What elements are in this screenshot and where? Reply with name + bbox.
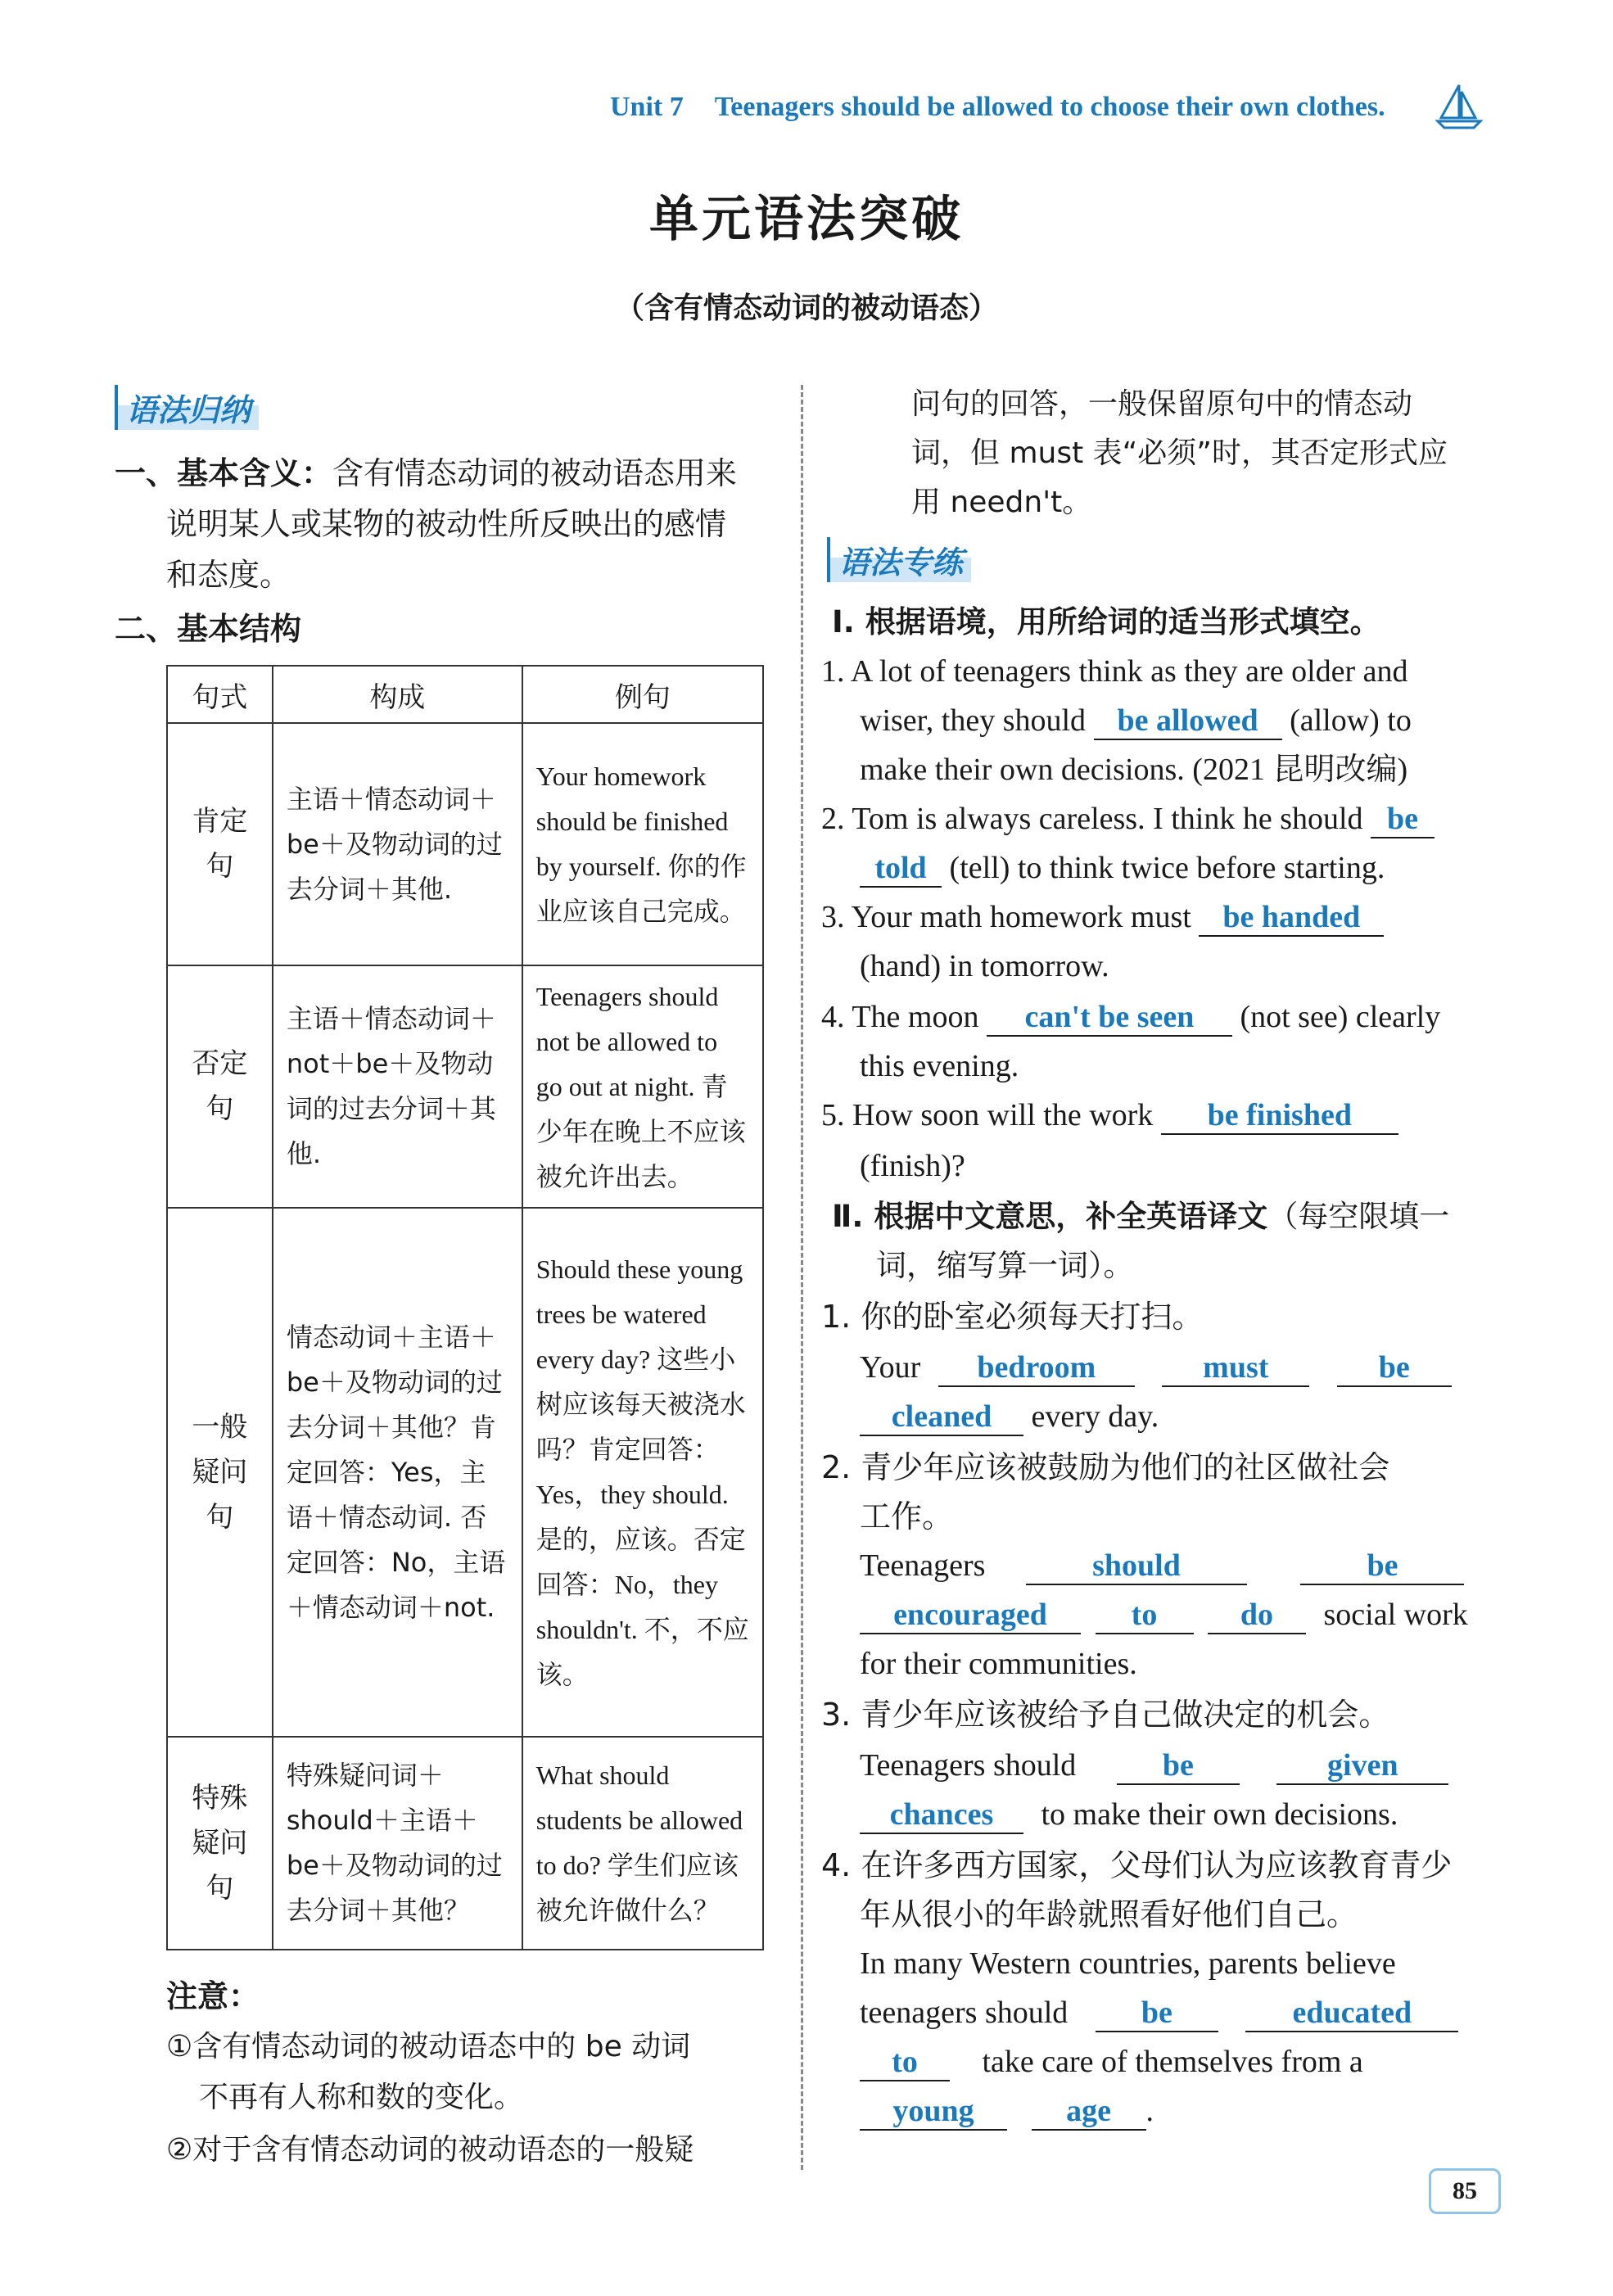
t2-answer-blank-4[interactable]: to bbox=[1096, 1597, 1194, 1634]
q4-line1: 4. The moon can't be seen (not see) clearly bbox=[821, 992, 1440, 1042]
running-header bbox=[610, 92, 1385, 123]
part2-head-line2: 词，缩写算一词）。 bbox=[876, 1248, 1134, 1283]
t4-answer-blank-3[interactable]: to bbox=[860, 2044, 950, 2081]
t4-line1: In many Western countries, parents believe bbox=[860, 1946, 1396, 1981]
column-divider bbox=[801, 385, 803, 2170]
section1-head: 一、基本含义： bbox=[115, 455, 333, 491]
q2-answer-blank-2[interactable]: told bbox=[860, 850, 942, 888]
t4-answer-blank-5[interactable]: age bbox=[1032, 2093, 1146, 2131]
table-cell-type: 否定句 bbox=[167, 965, 273, 1208]
table-header: 例句 bbox=[522, 666, 763, 723]
t4-chinese-line1: 4. 在许多西方国家，父母们认为应该教育青少 bbox=[821, 1847, 1453, 1883]
t1-answer-blank-4[interactable]: cleaned bbox=[860, 1399, 1023, 1436]
t3-line2: chances to make their own decisions. bbox=[860, 1790, 1398, 1839]
q1-line3: make their own decisions. (2021 昆明改编) bbox=[860, 753, 1408, 787]
t3-answer-blank-1[interactable]: be bbox=[1117, 1747, 1240, 1785]
note2-cont-line3: 用 needn't。 bbox=[911, 486, 1092, 519]
table-cell-example: Should these young trees be watered every day? 这些小树应该每天被浇水吗？肯定回答：Yes，they should. 是的，应该。否定回答：No，they shouldn't. 不，不应该。 bbox=[522, 1208, 763, 1737]
note2-cont-line1: 问句的回答，一般保留原句中的情态动 bbox=[911, 387, 1413, 421]
table-row bbox=[167, 723, 763, 965]
q4-answer-blank[interactable]: can't be seen bbox=[987, 999, 1232, 1037]
q5-line2: (finish)? bbox=[860, 1149, 965, 1183]
part2-head-line1: Ⅱ. 根据中文意思，补全英语译文（每空限填一 bbox=[832, 1199, 1450, 1234]
t1-answer-blank-2[interactable]: must bbox=[1162, 1349, 1309, 1387]
table-header: 句式 bbox=[167, 666, 273, 723]
q1-answer-blank[interactable]: be allowed bbox=[1094, 703, 1282, 740]
table-cell-example: Your homework should be finished by yourself. 你的作业应该自己完成。 bbox=[522, 723, 763, 965]
t1-line2: cleaned every day. bbox=[860, 1392, 1159, 1441]
table-row bbox=[167, 965, 763, 1208]
section1-line1: 一、基本含义：含有情态动词的被动语态用来 bbox=[115, 455, 738, 491]
grammar-summary-tag: 语法归纳 bbox=[115, 385, 259, 430]
table-row bbox=[167, 1208, 763, 1737]
t2-chinese-line2: 工作。 bbox=[860, 1498, 954, 1534]
q1-line2: wiser, they should be allowed (allow) to bbox=[860, 696, 1412, 745]
note2-cont-line2: 词，但 must 表“必须”时，其否定形式应 bbox=[911, 436, 1448, 470]
q3-line1: 3. Your math homework must be handed bbox=[821, 893, 1384, 942]
t2-answer-blank-5[interactable]: do bbox=[1208, 1597, 1306, 1634]
t2-line3: for their communities. bbox=[860, 1647, 1137, 1681]
t4-answer-blank-1[interactable]: be bbox=[1096, 1995, 1218, 2032]
q3-line2: (hand) in tomorrow. bbox=[860, 949, 1109, 983]
section1-line3: 和态度。 bbox=[166, 557, 291, 593]
section2-head: 二、基本结构 bbox=[115, 611, 302, 647]
table-row bbox=[167, 1737, 763, 1950]
table-cell-example: Teenagers should not be allowed to go out at night. 青少年在晚上不应该被允许出去。 bbox=[522, 965, 763, 1208]
t2-line2: encouraged to do social work bbox=[860, 1590, 1468, 1639]
t4-line2: teenagers should be educated bbox=[860, 1988, 1458, 2037]
table-header-row bbox=[167, 666, 763, 723]
q2-line2: told (tell) to think twice before starting. bbox=[860, 843, 1385, 893]
page-subtitle: （含有情态动词的被动语态） bbox=[614, 292, 998, 325]
t1-answer-blank-1[interactable]: bedroom bbox=[938, 1349, 1135, 1387]
q1-line1: 1. A lot of teenagers think as they are older and bbox=[821, 654, 1408, 689]
t3-line1: Teenagers should be given bbox=[860, 1741, 1448, 1790]
t3-answer-blank-2[interactable]: given bbox=[1276, 1747, 1448, 1785]
page-number: 85 bbox=[1429, 2168, 1501, 2214]
t1-line1: Your bedroom must be bbox=[860, 1343, 1452, 1392]
table-cell-type: 肯定句 bbox=[167, 723, 273, 965]
header-title: Teenagers should be allowed to choose their own clothes. bbox=[714, 92, 1385, 122]
t2-answer-blank-1[interactable]: should bbox=[1026, 1548, 1247, 1585]
q2-answer-blank-1[interactable]: be bbox=[1371, 801, 1435, 838]
t1-chinese: 1. 你的卧室必须每天打扫。 bbox=[821, 1299, 1204, 1335]
t2-answer-blank-3[interactable]: encouraged bbox=[860, 1597, 1081, 1634]
t4-answer-blank-4[interactable]: young bbox=[860, 2093, 1007, 2131]
table-cell-structure: 情态动词＋主语＋be＋及物动词的过去分词＋其他？肯定回答：Yes，主语＋情态动词. 否定回答：No，主语＋情态动词＋not. bbox=[273, 1208, 522, 1737]
grammar-table bbox=[166, 665, 764, 1950]
q2-line1: 2. Tom is always careless. I think he should be bbox=[821, 794, 1435, 843]
t2-line1: Teenagers should be bbox=[860, 1541, 1464, 1590]
note1-line1: ①含有情态动词的被动语态中的 be 动词 bbox=[166, 2030, 691, 2063]
q4-line2: this evening. bbox=[860, 1049, 1019, 1083]
table-cell-type: 特殊疑问句 bbox=[167, 1737, 273, 1950]
t3-answer-blank-3[interactable]: chances bbox=[860, 1797, 1023, 1834]
part1-head: Ⅰ. 根据语境，用所给词的适当形式填空。 bbox=[832, 604, 1380, 640]
note2-line1: ②对于含有情态动词的被动语态的一般疑 bbox=[166, 2133, 694, 2167]
table-cell-example: What should students be allowed to do? 学生们应该被允许做什么？ bbox=[522, 1737, 763, 1950]
note1-line2: 不再有人称和数的变化。 bbox=[199, 2081, 524, 2114]
q5-line1: 5. How soon will the work be finished bbox=[821, 1091, 1398, 1140]
grammar-practice-tag: 语法专练 bbox=[827, 537, 971, 582]
t4-answer-blank-2[interactable]: educated bbox=[1245, 1995, 1458, 2032]
table-cell-structure: 主语＋情态动词＋not＋be＋及物动词的过去分词＋其他. bbox=[273, 965, 522, 1208]
q3-answer-blank[interactable]: be handed bbox=[1199, 899, 1384, 937]
note-head: 注意： bbox=[166, 1978, 260, 2014]
table-header: 构成 bbox=[273, 666, 522, 723]
t2-answer-blank-2[interactable]: be bbox=[1300, 1548, 1464, 1585]
t1-answer-blank-3[interactable]: be bbox=[1337, 1349, 1452, 1387]
table-cell-structure: 特殊疑问词＋should＋主语＋be＋及物动词的过去分词＋其他？ bbox=[273, 1737, 522, 1950]
table-cell-type: 一般疑问句 bbox=[167, 1208, 273, 1737]
q5-answer-blank[interactable]: be finished bbox=[1161, 1097, 1398, 1135]
t3-chinese: 3. 青少年应该被给予自己做决定的机会。 bbox=[821, 1697, 1390, 1733]
section1-line2: 说明某人或某物的被动性所反映出的感情 bbox=[166, 506, 727, 542]
page-title: 单元语法突破 bbox=[649, 191, 964, 248]
header-unit: Unit 7 bbox=[610, 92, 684, 122]
table-cell-structure: 主语＋情态动词＋be＋及物动词的过去分词＋其他. bbox=[273, 723, 522, 965]
t4-line3: to take care of themselves from a bbox=[860, 2037, 1363, 2086]
t4-chinese-line2: 年从很小的年龄就照看好他们自己。 bbox=[860, 1896, 1358, 1932]
sailboat-icon bbox=[1435, 82, 1484, 131]
t2-chinese-line1: 2. 青少年应该被鼓励为他们的社区做社会 bbox=[821, 1449, 1390, 1485]
t4-line4: young age . bbox=[860, 2086, 1154, 2136]
